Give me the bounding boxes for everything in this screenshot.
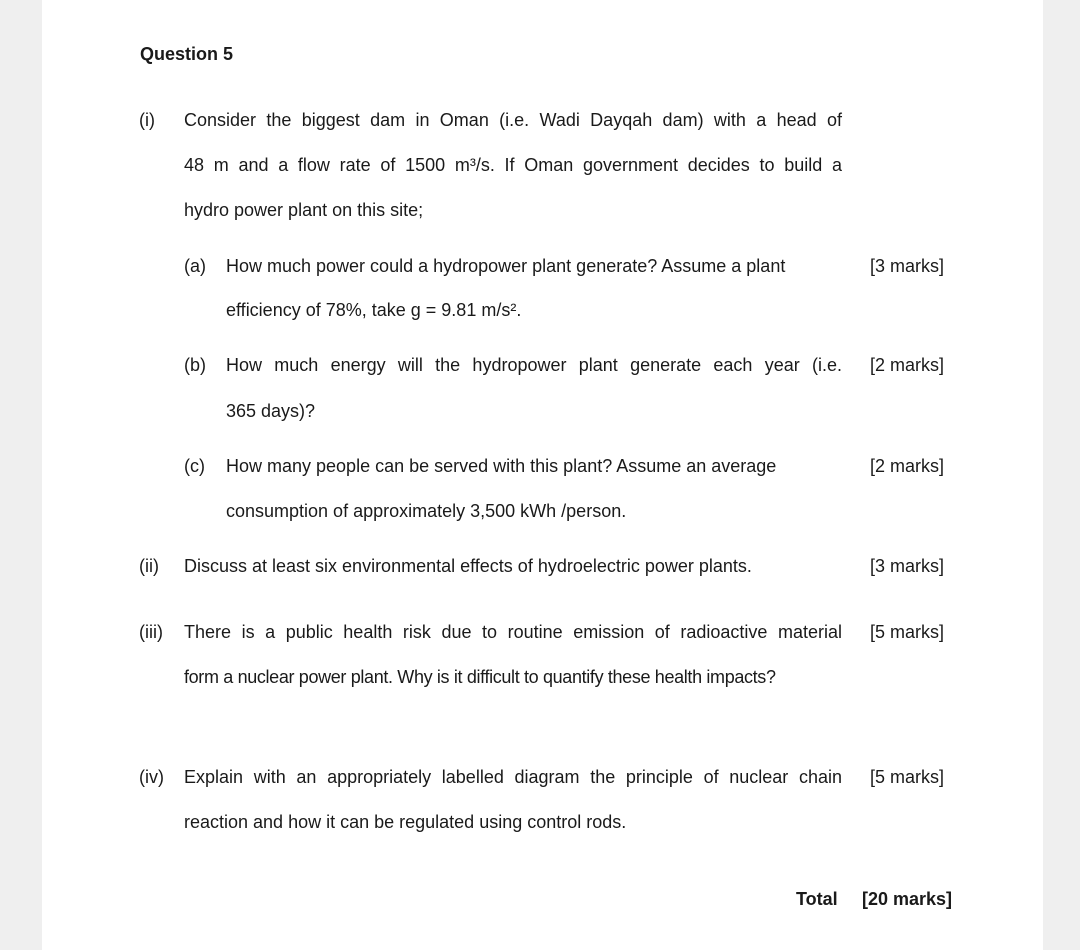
sub-c-label: (c) xyxy=(184,456,205,476)
part-iii-label: (iii) xyxy=(139,622,163,642)
question-title: Question 5 xyxy=(140,44,234,64)
total-marks: [20 marks] xyxy=(862,889,953,909)
sub-c-marks: [2 marks] xyxy=(870,456,945,476)
part-iii-marks: [5 marks] xyxy=(870,622,945,642)
part-iv-label: (iv) xyxy=(139,767,164,787)
part-iv-line-2: reaction and how it can be regulated using control rods. xyxy=(184,812,627,832)
sub-b-label: (b) xyxy=(184,355,206,375)
sub-b-marks: [2 marks] xyxy=(870,355,945,375)
part-iii-line-1: There is a public health risk due to routine emission of radioactive material xyxy=(184,622,842,642)
total-label: Total xyxy=(796,889,838,909)
part-ii-label: (ii) xyxy=(139,556,159,576)
document-page xyxy=(42,0,1043,950)
part-i-label: (i) xyxy=(139,110,155,130)
part-iii-line-2: form a nuclear power plant. Why is it difficult to quantify these health impacts? xyxy=(184,667,776,687)
part-i-line-1: Consider the biggest dam in Oman (i.e. Wadi Dayqah dam) with a head of xyxy=(184,110,842,130)
part-ii-line-1: Discuss at least six environmental effects of hydroelectric power plants. xyxy=(184,556,752,576)
sub-a-line-1: How much power could a hydropower plant generate? Assume a plant xyxy=(226,256,786,276)
sub-c-line-1: How many people can be served with this plant? Assume an average xyxy=(226,456,777,476)
part-i-line-2: 48 m and a flow rate of 1500 m³/s. If Oman government decides to build a xyxy=(184,155,842,175)
part-i-line-3: hydro power plant on this site; xyxy=(184,200,424,220)
sub-b-line-1: How much energy will the hydropower plant generate each year (i.e. xyxy=(226,355,842,375)
part-iv-marks: [5 marks] xyxy=(870,767,945,787)
sub-b-line-2: 365 days)? xyxy=(226,401,316,421)
sub-a-marks: [3 marks] xyxy=(870,256,945,276)
sub-a-line-2: efficiency of 78%, take g = 9.81 m/s². xyxy=(226,300,522,320)
part-ii-marks: [3 marks] xyxy=(870,556,945,576)
sub-c-line-2: consumption of approximately 3,500 kWh /person. xyxy=(226,501,627,521)
sub-a-label: (a) xyxy=(184,256,206,276)
part-iv-line-1: Explain with an appropriately labelled diagram the principle of nuclear chain xyxy=(184,767,842,787)
